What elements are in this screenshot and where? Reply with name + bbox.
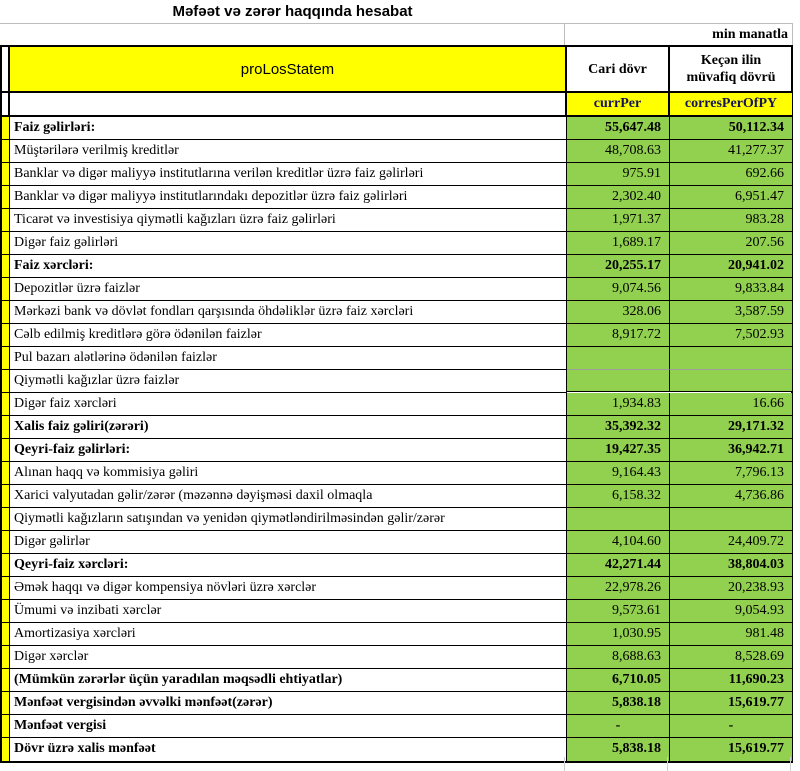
row-stripe <box>2 738 10 761</box>
row-label[interactable]: Amortizasiya xərcləri <box>10 623 567 646</box>
prior-period-value[interactable]: 24,409.72 <box>670 531 792 554</box>
row-stripe <box>2 324 10 347</box>
row-stripe <box>2 462 10 485</box>
row-label[interactable]: Qiymətli kağızların satışından və yenidən qiymətləndirilməsindən gəlir/zərər <box>10 508 567 531</box>
header-stripe-cell[interactable] <box>2 47 10 91</box>
table-body <box>2 117 791 761</box>
current-period-value[interactable] <box>567 508 670 531</box>
row-label[interactable]: Banklar və digər maliyyə institutlarına verilən kreditlər üzrə faiz gəlirləri <box>10 163 567 186</box>
row-stripe <box>2 508 10 531</box>
current-period-value[interactable]: 9,074.56 <box>567 278 670 301</box>
row-label[interactable]: Ticarət və investisiya qiymətli kağızları üzrə faiz gəlirləri <box>10 209 567 232</box>
prior-period-value[interactable]: 6,951.47 <box>670 186 792 209</box>
row-stripe <box>2 232 10 255</box>
row-label[interactable]: Depozitlər üzrə faizlər <box>10 278 567 301</box>
row-label[interactable]: Qeyri-faiz gəlirləri: <box>10 439 567 462</box>
row-stripe <box>2 370 10 393</box>
row-stripe <box>2 485 10 508</box>
subheader-empty-cell[interactable] <box>10 93 567 115</box>
row-stripe <box>2 393 10 416</box>
row-label[interactable]: Faiz xərcləri: <box>10 255 567 278</box>
prior-period-value[interactable]: 9,054.93 <box>670 600 792 623</box>
table-row <box>2 278 791 301</box>
table-row <box>2 163 791 186</box>
current-period-value[interactable]: 35,392.32 <box>567 416 670 439</box>
current-period-value[interactable]: 2,302.40 <box>567 186 670 209</box>
subheader-stripe-cell[interactable] <box>2 93 10 115</box>
table-row <box>2 324 791 347</box>
current-period-value[interactable]: 48,708.63 <box>567 140 670 163</box>
current-period-value[interactable]: 22,978.26 <box>567 577 670 600</box>
row-label[interactable]: Faiz gəlirləri: <box>10 117 567 140</box>
report-title: Məfəət və zərər haqqında hesabat <box>172 3 413 20</box>
unit-note[interactable]: min manatla <box>565 24 793 45</box>
current-period-value[interactable]: 1,030.95 <box>567 623 670 646</box>
table-row <box>2 715 791 738</box>
row-stripe <box>2 209 10 232</box>
profit-loss-table <box>0 45 793 763</box>
gridline-stub <box>790 757 791 771</box>
prior-period-value[interactable]: 15,619.77 <box>670 692 792 715</box>
prior-period-value[interactable]: 20,941.02 <box>670 255 792 278</box>
current-period-value[interactable]: 1,971.37 <box>567 209 670 232</box>
table-row <box>2 255 791 278</box>
prior-period-value[interactable]: 4,736.86 <box>670 485 792 508</box>
row-stripe <box>2 531 10 554</box>
row-stripe <box>2 347 10 370</box>
current-period-value[interactable]: - <box>567 715 670 738</box>
prior-period-value[interactable]: 7,502.93 <box>670 324 792 347</box>
table-row <box>2 692 791 715</box>
table-row <box>2 439 791 462</box>
statement-name-cell[interactable]: proLosStatem <box>10 47 567 91</box>
table-row <box>2 600 791 623</box>
row-label[interactable]: Dövr üzrə xalis mənfəət <box>10 738 567 761</box>
prior-period-value[interactable]: 3,587.59 <box>670 301 792 324</box>
row-label[interactable]: Mərkəzi bank və dövlət fondları qarşısında öhdəliklər üzrə faiz xərcləri <box>10 301 567 324</box>
row-label[interactable]: Alınan haqq və kommisiya gəliri <box>10 462 567 485</box>
row-label[interactable]: Xarici valyutadan gəlir/zərər (məzənnə dəyişməsi daxil olmaqla <box>10 485 567 508</box>
prior-period-value[interactable] <box>670 347 792 370</box>
row-label[interactable]: Pul bazarı alətlərinə ödənilən faizlər <box>10 347 567 370</box>
current-period-value[interactable]: 6,158.32 <box>567 485 670 508</box>
row-label[interactable]: Banklar və digər maliyyə institutlarındakı depozitlər üzrə faiz gəlirləri <box>10 186 567 209</box>
row-label[interactable]: (Mümkün zərərlər üçün yaradılan məqsədli ehtiyatlar) <box>10 669 567 692</box>
table-row <box>2 554 791 577</box>
table-row <box>2 669 791 692</box>
gridline-stub <box>667 757 668 771</box>
table-row <box>2 117 791 140</box>
prior-period-value[interactable]: 16.66 <box>670 393 792 416</box>
prior-period-value[interactable] <box>670 369 792 392</box>
table-row <box>2 485 791 508</box>
row-label[interactable]: Xalis faiz gəliri(zərəri) <box>10 416 567 439</box>
named-range-row <box>2 93 791 117</box>
current-period-value[interactable]: 328.06 <box>567 301 670 324</box>
table-row <box>2 186 791 209</box>
prior-period-value[interactable]: 981.48 <box>670 623 792 646</box>
unit-note-row <box>0 23 793 45</box>
current-period-value[interactable] <box>567 347 670 370</box>
named-range-prior[interactable]: corresPerOfPY <box>670 93 792 115</box>
prior-period-value[interactable]: 11,690.23 <box>670 669 792 692</box>
current-period-value[interactable]: 9,573.61 <box>567 600 670 623</box>
current-period-value[interactable]: 42,271.44 <box>567 554 670 577</box>
table-row <box>2 370 791 393</box>
prior-period-value[interactable]: 15,619.77 <box>670 738 792 761</box>
current-period-value[interactable] <box>567 369 670 392</box>
prior-period-value[interactable]: 692.66 <box>670 163 792 186</box>
prior-period-value[interactable]: 20,238.93 <box>670 577 792 600</box>
row-label[interactable]: Ümumi və inzibati xərclər <box>10 600 567 623</box>
prior-period-value[interactable]: 9,833.84 <box>670 278 792 301</box>
row-label[interactable]: Mənfəət vergisindən əvvəlki mənfəət(zərər) <box>10 692 567 715</box>
row-stripe <box>2 600 10 623</box>
prior-period-value[interactable]: - <box>670 715 792 738</box>
current-period-value[interactable]: 4,104.60 <box>567 531 670 554</box>
table-row <box>2 738 791 761</box>
table-row <box>2 416 791 439</box>
table-row <box>2 232 791 255</box>
row-stripe <box>2 577 10 600</box>
current-period-value[interactable]: 975.91 <box>567 163 670 186</box>
row-stripe <box>2 439 10 462</box>
row-stripe <box>2 646 10 669</box>
current-period-value[interactable]: 6,710.05 <box>567 669 670 692</box>
current-period-value[interactable]: 8,917.72 <box>567 324 670 347</box>
table-row <box>2 577 791 600</box>
row-label[interactable]: Qiymətli kağızlar üzrə faizlər <box>10 370 567 393</box>
column-header-current[interactable]: Cari dövr <box>567 47 670 91</box>
row-stripe <box>2 692 10 715</box>
current-period-value[interactable]: 8,688.63 <box>567 646 670 669</box>
table-row <box>2 462 791 485</box>
row-stripe <box>2 163 10 186</box>
row-stripe <box>2 301 10 324</box>
gridline-stub <box>564 757 565 771</box>
row-label[interactable]: Əmək haqqı və digər kompensiya növləri üzrə xərclər <box>10 577 567 600</box>
row-label[interactable]: Digər faiz xərcləri <box>10 393 567 416</box>
row-stripe <box>2 255 10 278</box>
table-row <box>2 140 791 163</box>
row-label[interactable]: Qeyri-faiz xərcləri: <box>10 554 567 577</box>
prior-period-value[interactable]: 41,277.37 <box>670 140 792 163</box>
table-header-row <box>2 47 791 93</box>
prior-period-value[interactable]: 983.28 <box>670 209 792 232</box>
unit-row-empty-cell[interactable] <box>0 24 565 45</box>
table-row <box>2 347 791 370</box>
row-label[interactable]: Mənfəət vergisi <box>10 715 567 738</box>
row-label[interactable]: Digər gəlirlər <box>10 531 567 554</box>
prior-period-value[interactable]: 50,112.34 <box>670 117 792 140</box>
prior-period-value[interactable]: 29,171.32 <box>670 416 792 439</box>
named-range-current[interactable]: currPer <box>567 93 670 115</box>
row-stripe <box>2 186 10 209</box>
row-stripe <box>2 554 10 577</box>
row-label[interactable]: Digər xərclər <box>10 646 567 669</box>
prior-period-value[interactable]: 207.56 <box>670 232 792 255</box>
table-row <box>2 209 791 232</box>
prior-period-value[interactable]: 38,804.03 <box>670 554 792 577</box>
row-label[interactable]: Müştərilərə verilmiş kreditlər <box>10 140 567 163</box>
prior-period-value[interactable] <box>670 508 792 531</box>
row-stripe <box>2 117 10 140</box>
table-row <box>2 508 791 531</box>
row-stripe <box>2 623 10 646</box>
table-row <box>2 623 791 646</box>
table-row <box>2 646 791 669</box>
row-label[interactable]: Digər faiz gəlirləri <box>10 232 567 255</box>
current-period-value[interactable]: 55,647.48 <box>567 117 670 140</box>
row-stripe <box>2 669 10 692</box>
row-stripe <box>2 715 10 738</box>
current-period-value[interactable]: 5,838.18 <box>567 738 670 761</box>
table-row <box>2 531 791 554</box>
current-period-value[interactable]: 5,838.18 <box>567 692 670 715</box>
column-header-prior[interactable]: Keçən ilin müvafiq dövrü <box>686 53 776 85</box>
current-period-value[interactable]: 1,689.17 <box>567 232 670 255</box>
prior-period-value[interactable]: 8,528.69 <box>670 646 792 669</box>
table-row <box>2 393 791 416</box>
current-period-value[interactable]: 19,427.35 <box>567 439 670 462</box>
current-period-value[interactable]: 9,164.43 <box>567 462 670 485</box>
row-stripe <box>2 416 10 439</box>
current-period-value[interactable]: 1,934.83 <box>567 393 670 416</box>
current-period-value[interactable]: 20,255.17 <box>567 255 670 278</box>
row-stripe <box>2 140 10 163</box>
table-row <box>2 301 791 324</box>
row-label[interactable]: Cəlb edilmiş kreditlərə görə ödənilən faizlər <box>10 324 567 347</box>
row-stripe <box>2 278 10 301</box>
prior-period-value[interactable]: 7,796.13 <box>670 462 792 485</box>
prior-period-value[interactable]: 36,942.71 <box>670 439 792 462</box>
